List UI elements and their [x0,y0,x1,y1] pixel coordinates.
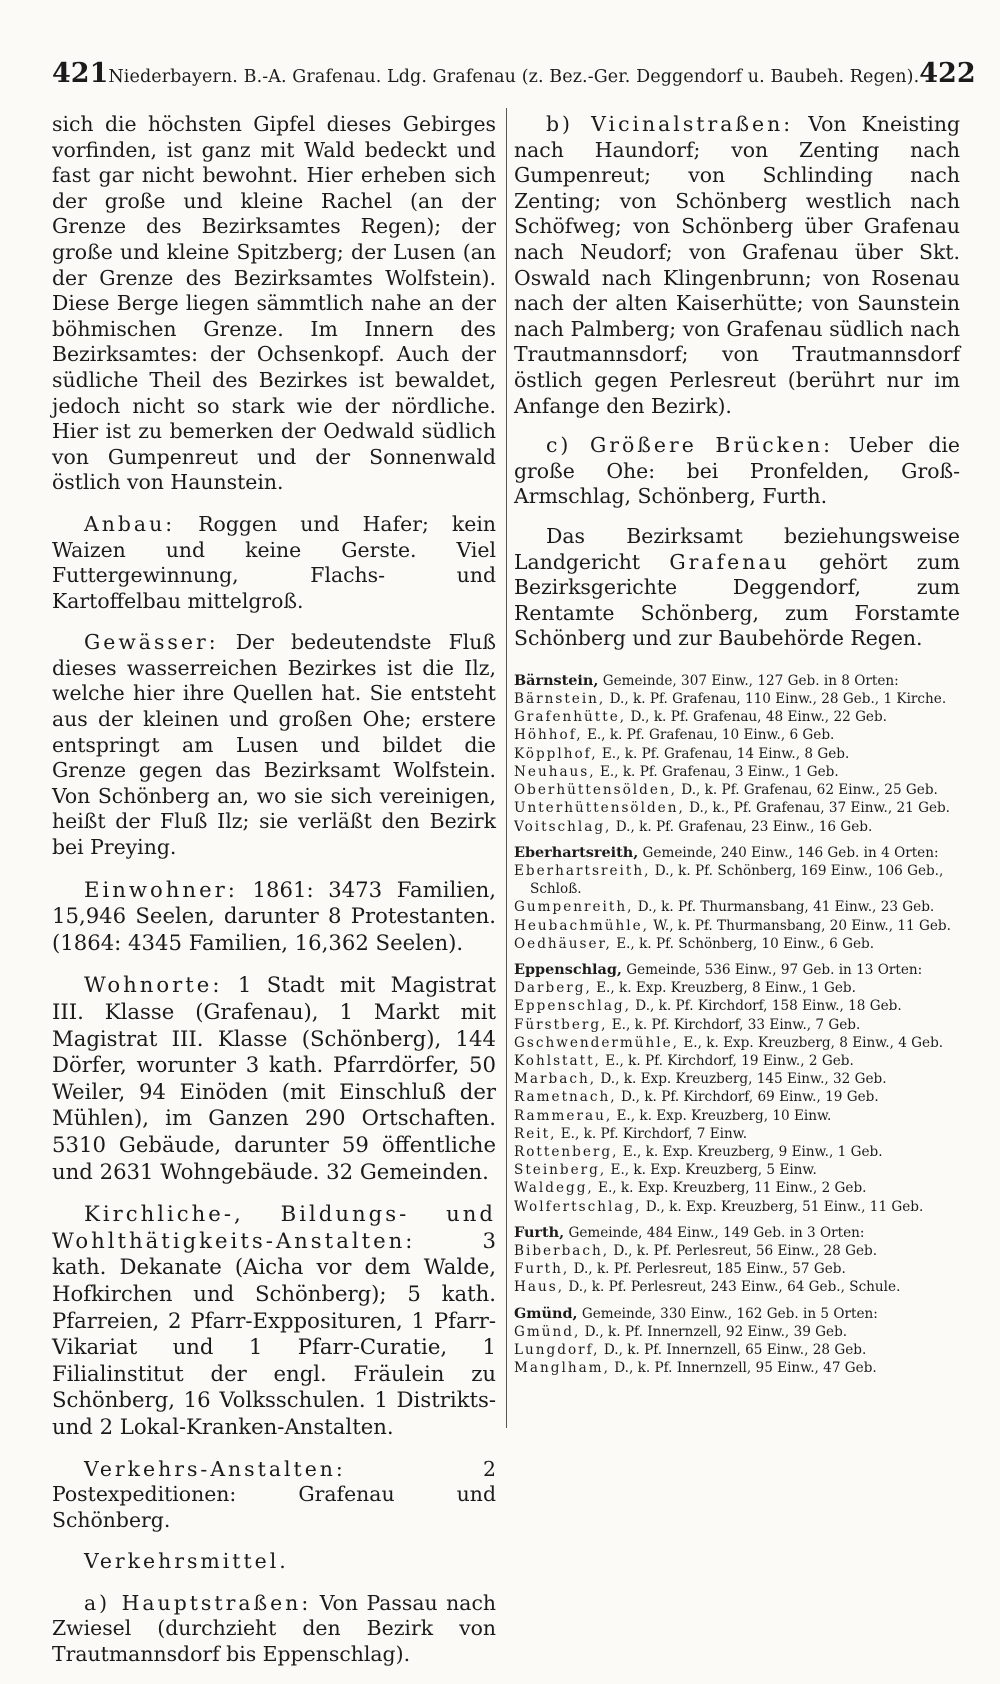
section-label: Kirchliche-, Bildungs- und Wohlthätigkeits-Anstalten: [52,1201,496,1253]
place-name: Köpplhof, [514,745,598,762]
place-name: Oberhüttensölden, [514,782,677,799]
entry-details: D., k. Pf. Grafenau, 62 Einw., 25 Geb. [681,782,938,799]
place-entry [514,1278,960,1296]
place-name: Furth, [514,1261,570,1278]
gemeinde-name: Gmünd, [514,1304,578,1322]
entry-details: D., k. Pf. Schönberg, 169 Einw., 106 Geb., Schloß. [530,862,944,898]
place-name: Kohlstatt, [514,1052,601,1069]
section-text: Das Bezirksamt beziehungsweise Landgericht [514,523,960,574]
place-entry [514,1359,960,1377]
place-entry [514,1341,960,1359]
place-name: Reit, [514,1125,557,1142]
place-name: Oedhäuser, [514,935,612,952]
entry-details: D., k. Pf. Kirchdorf, 158 Einw., 18 Geb. [635,998,902,1015]
place-name: Haus, [514,1279,565,1296]
place-entry [514,1070,960,1088]
entry-details: E., k. Exp. Kreuzberg, 10 Einw. [616,1107,832,1124]
place-name: Gschwendermühle, [514,1034,679,1051]
entry-details: E., k. Exp. Kreuzberg, 9 Einw., 1 Geb. [622,1143,883,1160]
paragraph-mountains [52,112,496,496]
entry-details: Gemeinde, 330 Einw., 162 Geb. in 5 Orten: [581,1305,878,1322]
section-text: Roggen und Hafer; kein Waizen und keine Gerste. Viel Futtergewinnung, Flachs- und Kartoffelbau mittelgroß. [52,511,496,613]
place-name: Unterhüttensölden, [514,800,685,817]
place-entry [514,1016,960,1034]
entry-details: D., k. Pf. Grafenau, 110 Einw., 28 Geb., 1 Kirche. [609,691,947,708]
section-label: Einwohner: [84,876,238,902]
place-name: Gmünd, [514,1323,581,1340]
place-name: Bärnstein, [514,691,606,708]
place-entry [514,1143,960,1161]
place-name: Grafenhütte, [514,709,627,726]
entry-details: D., k. Pf. Perlesreut, 243 Einw., 64 Geb., Schule. [568,1279,901,1296]
place-entry [514,745,960,763]
place-entry [514,1323,960,1341]
entry-details: E., k. Pf. Grafenau, 14 Einw., 8 Geb. [601,745,850,762]
place-entry [514,1125,960,1143]
entry-details: D., k. Pf. Innernzell, 95 Einw., 47 Geb. [614,1360,877,1377]
section-text: Der bedeutendste Fluß dieses wasserreichen Bezirkes ist die Ilz, welche hier ihre Quellen hat. Sie entsteht aus der kleinen und großen Ohe; erstere entspringt am Lusen und bildet die Grenze gegen das Bezirksamt Wolfstein. Von Schönberg an, wo sie sich vereinigen, heißt der Fluß Ilz; sie verläßt den Bezirk bei Preying. [52,630,496,860]
place-entry [514,726,960,744]
running-title: Niederbayern. B.-A. Grafenau. Ldg. Grafenau (z. Bez.-Ger. Deggendorf u. Baubeh. Regen). [108,67,920,87]
gemeinde-name: Eppenschlag, [514,960,622,978]
place-name: Marbach, [514,1071,597,1088]
entry-details: D., k. Pf. Grafenau, 48 Einw., 22 Geb. [630,709,887,726]
entry-details: Gemeinde, 484 Einw., 149 Geb. in 3 Orten: [568,1224,865,1241]
entry-details: E., k. Exp. Kreuzberg, 8 Einw., 1 Geb. [596,980,856,997]
gemeinde-name: Eberhartsreith, [514,843,639,861]
page-header [52,58,976,90]
section-text: 3 kath. Dekanate (Aicha vor dem Walde, Hofkirchen und Schönberg); 5 kath. Pfarreien, 2 Pfarr-Expposituren, 1 Pfarr-Vikariat und 1 Pfarr-Curatie, 1 Filialinstitut der engl. Fräulein zu Schönberg, 16 Volksschulen. 1 Distrikts- und 2 Lokal-Kranken-Anstalten. [52,1227,496,1439]
place-name: Gumpenreith, [514,899,634,916]
right-column [514,112,960,1377]
section-kirchliche [52,1201,496,1440]
place-entry [514,1034,960,1052]
gemeinde-name: Furth, [514,1223,565,1241]
gemeinde-heading [514,1224,960,1242]
section-label: Wohnorte: [84,972,223,998]
gemeinde-heading [514,961,960,979]
section-label: c) Größere Brücken: [546,433,834,458]
section-text: 2 Postexpeditionen: Grafenau und Schönberg. [52,1456,496,1532]
place-name: Rametnach, [514,1089,617,1106]
left-page-number: 421 [52,58,109,89]
place-entry [514,898,960,916]
section-text: Ueber die große Ohe: bei Pronfelden, Groß-Armschlag, Schönberg, Furth. [514,433,960,509]
entry-details: D., k. Pf. Kirchdorf, 69 Einw., 19 Geb. [620,1089,879,1106]
place-name: Heubachmühle, [514,917,649,934]
gemeinde-heading [514,1305,960,1323]
place-name: Manglham, [514,1360,610,1377]
entry-details: D., k. Pf. Innernzell, 92 Einw., 39 Geb. [584,1323,848,1340]
section-bezirksamt [514,524,960,652]
place-entry [514,708,960,726]
section-label: Verkehrsmittel. [84,1549,289,1574]
entry-details: D., k. Exp. Kreuzberg, 51 Einw., 11 Geb. [645,1198,924,1215]
place-entry [514,1198,960,1216]
place-entry [514,818,960,836]
place-name: Grafenau [669,549,790,574]
entry-details: E., k. Exp. Kreuzberg, 11 Einw., 2 Geb. [598,1180,867,1197]
section-bruecken [514,433,960,510]
place-name: Rammerau, [514,1107,613,1124]
entry-details: E., k. Pf. Kirchdorf, 19 Einw., 2 Geb. [605,1052,854,1069]
place-entry [514,799,960,817]
section-text: 1 Stadt mit Magistrat III. Klasse (Grafenau), 1 Markt mit Magistrat III. Klasse (Schönberg), 144 Dörfer, worunter 3 kath. Pfarrdörfer, 50 Weiler, 94 Einöden (mit Einschluß der Mühlen), im Ganzen 290 Ortschaften. 5310 Gebäude, darunter 59 öffentliche und 2631 Wohngebäude. 32 Gemeinden. [52,972,496,1184]
place-entry [514,997,960,1015]
place-entry [514,1052,960,1070]
section-vicinalstrassen [514,112,960,419]
place-entry [514,690,960,708]
section-verkehrsmittel [52,1549,496,1575]
section-hauptstrassen [52,1591,496,1668]
entry-details: D., k. Pf. Thurmansbang, 41 Einw., 23 Geb. [637,899,935,916]
section-verkehrs-anstalten [52,1457,496,1534]
entry-details: E., k. Pf. Grafenau, 10 Einw., 6 Geb. [586,727,835,744]
entry-details: D., k. Pf. Grafenau, 23 Einw., 16 Geb. [615,818,873,835]
entry-details: D., k. Pf. Perlesreut, 56 Einw., 28 Geb. [613,1242,878,1259]
gemeinde-name: Bärnstein, [514,671,599,689]
place-entry [514,979,960,997]
section-anbau [52,512,496,614]
entry-details: E., k. Pf. Schönberg, 10 Einw., 6 Geb. [616,935,875,952]
place-entry [514,1161,960,1179]
place-name: Eberhartsreith, [514,862,651,879]
section-einwohner [52,877,496,957]
right-page-number: 422 [919,58,976,89]
place-entry [514,1107,960,1125]
place-entry [514,1088,960,1106]
place-name: Höhhof, [514,727,583,744]
entry-details: E., k. Pf. Kirchdorf, 7 Einw. [560,1125,748,1142]
entry-details: E., k. Exp. Kreuzberg, 8 Einw., 4 Geb. [683,1034,944,1051]
column-divider [506,108,507,1428]
entry-details: Gemeinde, 536 Einw., 97 Geb. in 13 Orten: [626,961,923,978]
place-name: Rottenberg, [514,1143,619,1160]
section-label: Anbau: [84,511,176,536]
place-name: Wolfertschlag, [514,1198,642,1215]
section-wohnorte [52,972,496,1185]
place-name: Voitschlag, [514,818,612,835]
gazetteer-list [514,672,960,1378]
section-label: Gewässer: [84,630,219,655]
entry-details: D., k. Pf. Perlesreut, 185 Einw., 57 Geb. [573,1261,846,1278]
entry-details: D., k. Exp. Kreuzberg, 145 Einw., 32 Geb. [600,1071,887,1088]
left-column [52,112,496,1684]
section-text: gehört zum Bezirksgerichte Deggendorf, zum Rentamte Schönberg, zum Forstamte Schönberg und zur Baubehörde Regen. [514,549,961,651]
entry-details: D., k., Pf. Grafenau, 37 Einw., 21 Geb. [689,800,951,817]
place-entry [514,1260,960,1278]
place-entry [514,1179,960,1197]
place-entry [514,1242,960,1260]
entry-details: W., k. Pf. Thurmansbang, 20 Einw., 11 Geb. [653,917,951,934]
place-name: Darberg, [514,980,592,997]
place-name: Lungdorf, [514,1341,600,1358]
gemeinde-heading [514,672,960,690]
gemeinde-heading [514,844,960,862]
entry-details: E., k. Pf. Kirchdorf, 33 Einw., 7 Geb. [611,1016,861,1033]
section-text: Von Kneisting nach Haundorf; von Zenting nach Gumpenreut; von Schlinding nach Zenting; von Schönberg westlich nach Schöfweg; von Schönberg über Grafenau nach Neudorf; von Grafenau über Skt. Oswald nach Klingenbrunn; von Rosenau nach der alten Kaiserhütte; von Saunstein nach Palmberg; von Grafenau südlich nach Trautmannsdorf; von Trautmannsdorf östlich gegen Perlesreut (berührt nur im Anfange den Bezirk). [514,112,960,418]
section-gewaesser [52,630,496,860]
paragraph-text: sich die höchsten Gipfel dieses Gebirges vorfinden, ist ganz mit Wald bedeckt und fast gar nicht bewohnt. Hier erheben sich der große und kleine Rachel (an der Grenze des Bezirksamtes Regen); der große und kleine Spitzberg; der Lusen (an der Grenze des Bezirksamtes Wolfstein). Diese Berge liegen sämmtlich nahe an der böhmischen Grenze. Im Innern des Bezirksamtes: der Ochsenkopf. Auch der südliche Theil des Bezirkes ist bewaldet, jedoch nicht so stark wie der nördliche. Hier ist zu bemerken der Oedwald südlich von Gumpenreut und der Sonnenwald östlich von Haunstein. [52,112,496,495]
place-name: Eppenschlag, [514,998,631,1015]
section-text: 1861: 3473 Familien, 15,946 Seelen, darunter 8 Protestanten. (1864: 4345 Familien, 16,362 Seelen). [52,876,496,955]
place-name: Fürstberg, [514,1016,608,1033]
place-entry [514,917,960,935]
entry-details: D., k. Pf. Innernzell, 65 Einw., 28 Geb. [603,1341,867,1358]
place-name: Neuhaus, [514,763,596,780]
section-text: Von Passau nach Zwiesel (durchzieht den Bezirk von Trautmannsdorf bis Eppenschlag). [52,1590,496,1667]
entry-details: E., k. Pf. Grafenau, 3 Einw., 1 Geb. [599,763,839,780]
place-name: Waldegg, [514,1180,594,1197]
entry-details: Gemeinde, 240 Einw., 146 Geb. in 4 Orten: [642,844,939,861]
entry-details: Gemeinde, 307 Einw., 127 Geb. in 8 Orten: [602,672,899,689]
section-label: Verkehrs-Anstalten: [84,1456,346,1481]
place-entry [514,935,960,953]
place-name: Biberbach, [514,1242,610,1259]
entry-details: E., k. Exp. Kreuzberg, 5 Einw. [610,1162,817,1179]
place-entry [514,781,960,799]
place-entry [514,862,960,898]
section-label: b) Vicinalstraßen: [546,112,794,136]
section-label: a) Hauptstraßen: [84,1590,312,1615]
place-entry [514,763,960,781]
place-name: Steinberg, [514,1162,607,1179]
